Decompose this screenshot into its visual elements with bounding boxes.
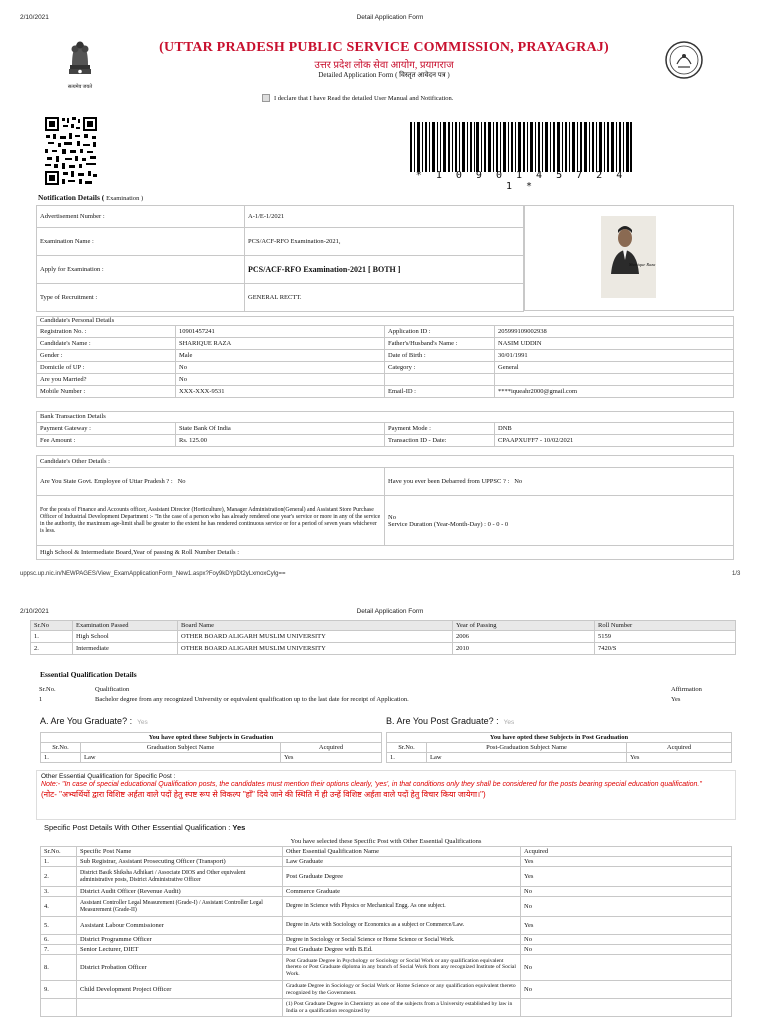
cell: Yes [671,695,681,703]
cell: Degree in Sociology or Social Science or Home Science or Social Work. [283,935,521,945]
col-header: Sr.No. [41,847,77,857]
cell: Law Graduate [283,857,521,867]
header-row [387,743,732,753]
commission-title: (UTTAR PRADESH PUBLIC SERVICE COMMISSION, PRAYAGRAJ) [159,40,609,55]
field-value: 10901457241 [176,326,385,338]
personal-row [37,350,734,362]
cell: 8. [41,955,77,981]
personal-row [37,362,734,374]
cell: 2. [41,867,77,887]
cell: 1. [41,753,81,763]
cell: No [521,945,732,955]
col-header: Sr.No. [39,685,56,693]
col-header: Acquired [521,847,732,857]
other-row [37,468,734,496]
field-label: Application ID : [385,326,495,338]
cell [41,999,77,1017]
postgraduate-question: B. Are You Post Graduate? : Yes [386,716,515,726]
cell: 4. [41,897,77,917]
note-english: Note:- "In case of special educational Qualification posts, the candidates must mention their options clearly, 'yes', in that conditions only they shall be considered for the posts bearing special education qualification." [41,781,702,788]
candidate-photo-icon [601,216,656,298]
field-value: DNB [495,423,734,435]
notification-label: Apply for Examination : [37,256,245,284]
cell: No [521,981,732,999]
field-label: Fee Amount : [37,435,176,447]
cell: Senior Lecturer, DIET [77,945,283,955]
specific-post-row [41,935,732,945]
declaration-text: I declare that I have Read the detailed User Manual and Notification. [274,94,454,102]
photo-caption: Sharique Raza [629,262,656,267]
col-header: Examination Passed [73,621,178,631]
subject-row [41,753,382,763]
cell: 2. [31,643,73,655]
cell: High School [73,631,178,643]
notification-label: Type of Recruitment : [37,284,245,312]
cell: 1. [41,857,77,867]
personal-row [37,338,734,350]
specific-post-row [41,857,732,867]
field-value: XXX-XXX-9531 [176,386,385,398]
cell: 1. [387,753,427,763]
specific-post-row [41,999,732,1017]
notification-heading: Notification Details ( Examination ) [38,193,144,202]
cell: Child Development Project Officer [77,981,283,999]
field-label: Father's/Husband's Name : [385,338,495,350]
essential-row [36,694,736,704]
cell: Yes [281,753,382,763]
specific-post-row [41,897,732,917]
cell: 3. [41,887,77,897]
declaration-row [262,94,453,102]
col-header: Sr.No. [41,743,81,753]
cell [521,999,732,1017]
other-row [37,496,734,546]
field-value: SHARIQUE RAZA [176,338,385,350]
field-value [495,374,734,386]
essential-header-row [36,684,736,694]
education-table [30,620,736,655]
emblem-caption: सत्यमेव जयते [67,85,93,90]
field-label [385,374,495,386]
essential-table [36,684,736,704]
field-label: Date of Birth : [385,350,495,362]
personal-row [37,386,734,398]
page-number: 1/3 [732,571,741,577]
cell: Yes [521,917,732,935]
other-question: Are You State Govt. Employee of Uttar Pradesh ? : No [37,468,385,496]
other-question: Have you ever been Debarred from UPPSC ? : No [385,468,734,496]
field-label: Gender : [37,350,176,362]
form-subtitle: Detailed Application Form ( विस्तृत आवेदन पत्र ) [318,71,450,79]
education-header-row [31,621,736,631]
other-essential-box [36,770,736,820]
field-label: Email-ID : [385,386,495,398]
col-header: Affirmation [671,685,702,693]
specific-post-table [40,846,732,1017]
notification-label: Examination Name : [37,228,245,256]
notification-row [37,256,524,284]
bank-row [37,423,734,435]
notification-table [36,205,524,312]
cell: Assistant Labour Commissioner [77,917,283,935]
cell: Sub Registrar, Assistant Prosecuting Officer (Transport) [77,857,283,867]
page-doc-title: Detail Application Form [356,608,424,615]
bank-table [36,422,734,447]
field-label: Transaction ID - Date: [385,435,495,447]
caption-row [387,733,732,743]
up-state-emblem-icon [664,40,704,80]
col-header: Roll Number [595,621,736,631]
cell: Graduate Degree in Sociology or Social Work or Home Science or any qualification equivalent thereto recognized by the Government. [283,981,521,999]
other-answer: No Service Duration (Year-Month-Day) : 0 - 0 - 0 [385,496,734,546]
field-label: Domicile of UP : [37,362,176,374]
notification-row [37,284,524,312]
field-value: 205999109002938 [495,326,734,338]
caption-row [41,733,382,743]
other-question: For the posts of Finance and Accounts officer, Assistant Director (Horticulture), Manager Administration(General) and Assistant Store Purchase Officer of Industrial Development Department :- "In the case of a person who has already rendered one year's service or more in any of the service in the authority, the maximum age-limit shall be greater to the extent he has rendered continuous service or for a period of seven years whichever is less. [37,496,385,546]
personal-row [37,374,734,386]
notification-row [37,206,524,228]
barcode-number: * 1 0 9 0 1 4 5 7 2 4 1 * [415,170,627,192]
bank-row [37,435,734,447]
specific-post-row [41,867,732,887]
cell: Assistant Controller Legal Measurement (Grade-I) / Assistant Controller Legal Measurement (Grade-II) [77,897,283,917]
col-header: Graduation Subject Name [81,743,281,753]
col-header: Sr.No. [387,743,427,753]
page-date: 2/10/2021 [20,608,49,615]
specific-post-row [41,981,732,999]
notification-value: PCS/ACF-RFO Examination-2021 [ BOTH ] [245,256,524,284]
field-label: Mobile Number : [37,386,176,398]
field-value: No [176,362,385,374]
cell: Post Graduate Degree in Psychology or Sociology or Social Work or any qualification equivalent thereto or Post Graduate diploma in any branch of Social Work from any recognized Institute of Social Work. [283,955,521,981]
cell: 5. [41,917,77,935]
cell: District Basik Shiksha Adhikari / Associate DIOS and Other equivalent administrative posts, District Administrative Officer [77,867,283,887]
col-header: Qualification [95,685,130,693]
field-value: General [495,362,734,374]
cell: Commerce Graduate [283,887,521,897]
personal-table [36,325,734,398]
field-value: No [176,374,385,386]
cell: Post Graduate Degree [283,867,521,887]
cell: District Programme Officer [77,935,283,945]
cell [77,999,283,1017]
cell: 7. [41,945,77,955]
specific-post-row [41,917,732,935]
cell: 5159 [595,631,736,643]
cell: Yes [521,867,732,887]
notification-label: Advertisement Number : [37,206,245,228]
notification-value: PCS/ACF-RFO Examination-2021, [245,228,524,256]
col-header: Post-Graduation Subject Name [427,743,627,753]
specific-post-label: Specific Post Details With Other Essential Qualification : Yes [44,823,246,832]
col-header: Year of Passing [453,621,595,631]
essential-heading: Essential Qualification Details [40,670,137,679]
cell: 6. [41,935,77,945]
cell: Intermediate [73,643,178,655]
other-row [37,546,734,560]
cell: Law [81,753,281,763]
col-header: Acquired [627,743,732,753]
cell: 1. [31,631,73,643]
cell: OTHER BOARD ALIGARH MUSLIM UNIVERSITY [178,643,453,655]
qr-code-icon [44,116,98,186]
cell: Yes [627,753,732,763]
other-essential-heading: Other Essential Qualification for Specific Post : [41,773,176,780]
cell: 9. [41,981,77,999]
cell: 2010 [453,643,595,655]
page-date: 2/10/2021 [20,14,49,21]
cell: Degree in Arts with Sociology or Economics as a subject or Commerce/Law. [283,917,521,935]
cell: District Probation Officer [77,955,283,981]
specific-post-row [41,945,732,955]
col-header: Sr.No [31,621,73,631]
specific-post-row [41,887,732,897]
cell: Post Graduate Degree with B.Ed. [283,945,521,955]
education-row [31,643,736,655]
other-heading: Candidate's Other Details : [36,455,734,467]
col-header: Specific Post Name [77,847,283,857]
declaration-checkbox[interactable] [262,94,270,102]
notification-row [37,228,524,256]
field-value: Male [176,350,385,362]
other-details-table [36,467,734,560]
field-label: Candidate's Name : [37,338,176,350]
field-value: Rs. 125.00 [176,435,385,447]
header-row [41,847,732,857]
cell: 2006 [453,631,595,643]
cell: OTHER BOARD ALIGARH MUSLIM UNIVERSITY [178,631,453,643]
header-row [41,743,382,753]
cell: (1) Post Graduate Degree in Chemistry as one of the subjects from a University established by law in India or a qualification recognized by [283,999,521,1017]
col-header: Other Essential Qualification Name [283,847,521,857]
table-caption: You have opted these Subjects in Post Graduation [387,733,732,743]
graduation-subject-table [40,732,382,763]
page-url: uppsc.up.nic.in/NEWPAGES/View_ExamApplicationForm_New1.aspx?Foy9kDYpDt2yLxmoxCylg== [20,571,286,577]
bank-heading: Bank Transaction Details [36,411,734,422]
education-row [31,631,736,643]
field-label: Category : [385,362,495,374]
cell: No [521,887,732,897]
table-caption: You have opted these Subjects in Graduation [41,733,382,743]
cell: Bachelor degree from any recognized University or equivalent qualification up to the last date for receipt of Application. [95,695,409,703]
barcode-icon [410,122,632,172]
cell: Degree in Science with Physics or Mechanical Engg. As one subject. [283,897,521,917]
specific-post-row [41,955,732,981]
candidate-photo [601,216,656,298]
note-hindi: (नोट- "अभ्यर्थियों द्वारा विशिष्ट अर्हता वाले पदों हेतु स्पष्ट रूप से विकल्प "हाँ" दिये जाने की स्थिति में ही उन्हें विशिष्ट अर्हता वाले पदों हेतु विचार किया जायेगा।") [41,790,486,799]
specific-post-caption: You have selected these Specific Post with Other Essential Qualifications [290,838,482,845]
cell: 1 [39,695,43,703]
page-doc-title: Detail Application Form [356,14,424,21]
notification-value: A-1/E-1/2021 [245,206,524,228]
personal-heading: Candidate's Personal Details [36,316,734,325]
col-header: Acquired [281,743,382,753]
graduate-question: A. Are You Graduate? : Yes [40,716,148,726]
field-value: State Bank Of India [176,423,385,435]
field-value: NASIM UDDIN [495,338,734,350]
cell: No [521,955,732,981]
field-value: CPAAPXUFF7 - 10/02/2021 [495,435,734,447]
field-label: Payment Gateway : [37,423,176,435]
field-label: Are you Married? [37,374,176,386]
personal-row [37,326,734,338]
cell: 7420/S [595,643,736,655]
field-label: Payment Mode : [385,423,495,435]
field-label: Registration No. : [37,326,176,338]
hs-heading: High School & Intermediate Board,Year of passing & Roll Number Details : [37,546,734,560]
col-header: Board Name [178,621,453,631]
cell: No [521,897,732,917]
cell: District Audit Officer (Revenue Audit) [77,887,283,897]
postgraduation-subject-table [386,732,732,763]
cell: Yes [521,857,732,867]
field-value: ****iqueahr2000@gmail.com [495,386,734,398]
subject-row [387,753,732,763]
commission-title-hindi: उत्तर प्रदेश लोक सेवा आयोग, प्रयागराज [314,60,454,71]
cell: No [521,935,732,945]
field-value: 30/01/1991 [495,350,734,362]
notification-value: GENERAL RECTT. [245,284,524,312]
cell: Law [427,753,627,763]
